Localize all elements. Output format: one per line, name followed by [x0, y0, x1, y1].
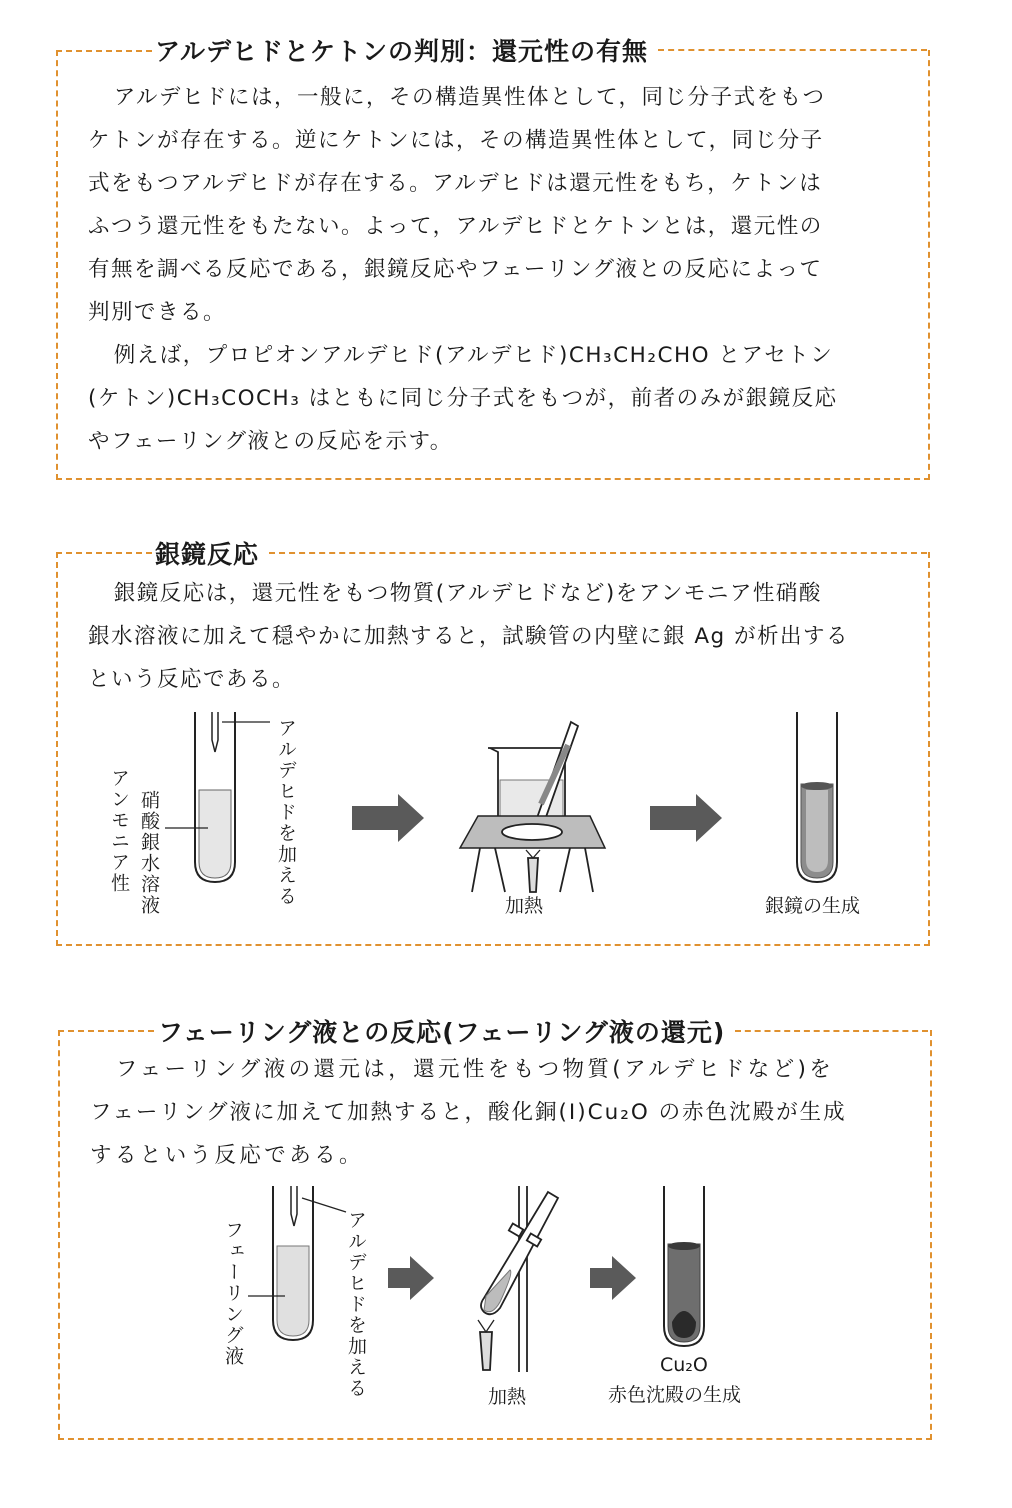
text-line: ケトンが存在する。逆にケトンには，その構造異性体として，同じ分子 — [88, 128, 824, 153]
text-line: 式をもつアルデヒドが存在する。アルデヒドは還元性をもち，ケトンは — [88, 171, 823, 196]
text-line: 銀水溶液に加えて穏やかに加熱すると，試験管の内壁に銀 Ag が析出する — [88, 624, 850, 649]
label-heat: 加熱 — [505, 895, 544, 917]
tube-heating-icon — [478, 1186, 558, 1372]
precipitate-test-tube-icon — [664, 1186, 704, 1346]
text-line: フェーリング液の還元は，還元性をもつ物質(アルデヒドなど)を — [115, 1057, 835, 1082]
text-line: 有無を調べる反応である，銀鏡反応やフェーリング液との反応によって — [88, 257, 823, 282]
text-line: 銀鏡反応は，還元性をもつ物質(アルデヒドなど)をアンモニア性硝酸 — [113, 581, 822, 606]
example-text: とアセトン — [718, 343, 834, 368]
section3-title: フェーリング液との反応(フェーリング液の還元) — [158, 1018, 726, 1047]
text-line: フェーリング液に加えて加熱すると，酸化銅(Ⅰ)Cu₂O の赤色沈殿が生成 — [90, 1100, 847, 1125]
arrow-right-icon — [388, 1256, 434, 1300]
label-add-aldehyde: アルデヒドを加える — [275, 718, 297, 907]
example-text: 例えば，プロピオンアルデヒド(アルデヒド) — [113, 343, 569, 368]
text-line: ふつう還元性をもたない。よって，アルデヒドとケトンとは，還元性の — [88, 214, 823, 239]
label-cu2o: Cu₂O — [660, 1354, 708, 1376]
text-line: やフェーリング液との反応を示す。 — [88, 429, 453, 454]
label-silver-mirror-result: 銀鏡の生成 — [765, 895, 861, 917]
label-ammonia: アンモニア性 — [108, 768, 130, 894]
label-add-aldehyde: アルデヒドを加える — [345, 1210, 367, 1399]
label-fehling-solution: フェーリング液 — [222, 1220, 244, 1367]
text-line: 判別できる。 — [88, 300, 227, 325]
example-text: (ケトン) — [88, 386, 177, 411]
arrow-right-icon — [590, 1256, 636, 1300]
test-tube-icon — [248, 1186, 346, 1340]
section1-title: アルデヒドとケトンの判別：還元性の有無 — [155, 37, 649, 66]
formula-propionaldehyde: CH₃CH₂CHO — [568, 343, 711, 368]
formula-acetone: CH₃COCH₃ — [176, 386, 301, 411]
text-line: という反応である。 — [88, 667, 296, 692]
example-text: はともに同じ分子式をもつが，前者のみが銀鏡反応 — [308, 386, 838, 411]
label-red-precipitate-result: 赤色沈殿の生成 — [608, 1384, 742, 1406]
text-line: アルデヒドには，一般に，その構造異性体として，同じ分子式をもつ — [113, 85, 826, 110]
text-line: するという反応である。 — [90, 1143, 364, 1168]
label-heat: 加熱 — [488, 1386, 527, 1408]
label-silver-nitrate: 硝酸銀水溶液 — [138, 790, 160, 916]
section2-title: 銀鏡反応 — [155, 540, 260, 569]
